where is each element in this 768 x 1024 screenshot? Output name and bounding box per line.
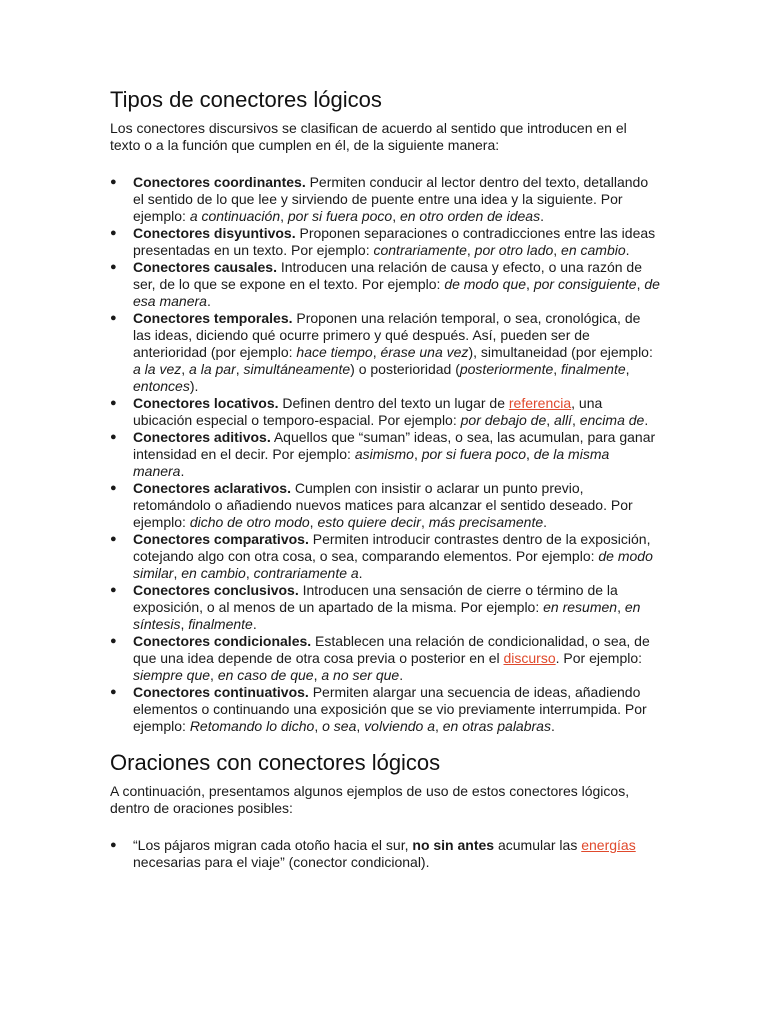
item-text: ,	[313, 667, 322, 683]
item-example: simultáneamente	[243, 361, 351, 377]
connector-types-list	[110, 174, 660, 735]
item-text: ,	[434, 718, 443, 734]
item-text: Aquellos que “suman” ideas, o sea, las acumulan, para ganar intensidad en el decir. Por ejemplo:	[133, 429, 656, 462]
item-example: hace tiempo	[296, 344, 373, 360]
item-text: ,	[372, 344, 381, 360]
item-term: Conectores disyuntivos.	[133, 225, 296, 241]
item-example: en caso de que	[217, 667, 314, 683]
item-example: a continuación	[189, 208, 281, 224]
section-oraciones	[110, 749, 660, 871]
item-text: ,	[314, 718, 323, 734]
item-text: ,	[413, 446, 422, 462]
item-example: érase una vez	[380, 344, 469, 360]
item-example: por debajo de	[460, 412, 547, 428]
link-energias[interactable]: energías	[581, 837, 636, 853]
item-example: de modo que	[444, 276, 527, 292]
bullet-icon: ●	[110, 686, 117, 698]
item-term: Conectores aclarativos.	[133, 480, 291, 496]
item-example: por si fuera poco	[287, 208, 393, 224]
item-text: ), simultaneidad (por ejemplo:	[468, 344, 653, 360]
item-text: ).	[189, 378, 199, 394]
item-text: Definen dentro del texto un lugar de	[278, 395, 509, 411]
item-example: de esa manera	[133, 276, 660, 309]
list-item-conclusivos	[110, 582, 660, 633]
section-title-tipos: Tipos de conectores lógicos	[110, 87, 382, 112]
item-example: en cambio	[181, 565, 246, 581]
item-text: ,	[546, 412, 555, 428]
item-example: por consiguiente	[533, 276, 637, 292]
item-text: .	[180, 463, 185, 479]
item-text: ,	[526, 276, 534, 292]
item-example: de modo similar	[133, 548, 653, 581]
item-text: Introducen una sensación de cierre o término de la exposición, o al menos de un apartado de la misma. Por ejemplo:	[133, 582, 618, 615]
item-text: .	[550, 718, 555, 734]
item-text: ,	[181, 361, 190, 377]
item-text: .	[252, 616, 257, 632]
item-text: ,	[617, 599, 625, 615]
item-example: más precisamente	[428, 514, 544, 530]
item-text: ,	[466, 242, 475, 258]
item-text: ,	[420, 514, 429, 530]
list-item-causales	[110, 259, 660, 310]
item-text: ,	[280, 208, 288, 224]
item-term: Conectores coordinantes.	[133, 174, 306, 190]
item-text: Introducen una relación de causa y efecto, o una razón de ser, de lo que se expone en el texto. Por ejemplo:	[133, 259, 642, 292]
item-text: Proponen separaciones o contradicciones entre las ideas presentadas en un texto. Por ejemplo:	[133, 225, 656, 258]
item-term: Conectores condicionales.	[133, 633, 312, 649]
item-example: por si fuera poco	[421, 446, 527, 462]
list-item-coordinantes	[110, 174, 660, 225]
item-text: Establecen una relación de condicionalidad, o sea, de que una idea depende de otra cosa previa o posterior en el	[133, 633, 650, 666]
item-connector: no sin antes	[412, 837, 495, 853]
item-example: finalmente	[188, 616, 253, 632]
list-item-example	[110, 837, 660, 871]
item-term: Conectores continuativos.	[133, 684, 309, 700]
item-text: .	[644, 412, 649, 428]
item-text: Permiten conducir al lector dentro del texto, detallando el sentido de lo que lee y sirviendo de puente entre una idea y la siguiente. Por ejemplo:	[133, 174, 649, 224]
item-example: posteriormente	[459, 361, 554, 377]
item-text: ,	[625, 361, 630, 377]
item-text: ,	[526, 446, 534, 462]
item-text: ,	[356, 718, 365, 734]
item-example: contrariamente a	[253, 565, 359, 581]
link-referencia[interactable]: referencia	[508, 395, 572, 411]
item-text: ,	[180, 616, 189, 632]
item-example: dicho de otro modo	[189, 514, 310, 530]
item-text: .	[358, 565, 363, 581]
bullet-icon: ●	[110, 533, 117, 545]
item-example: Retomando lo dicho	[189, 718, 315, 734]
item-example: entonces	[133, 378, 190, 394]
section-title-oraciones: Oraciones con conectores lógicos	[110, 750, 441, 775]
item-example: asimismo	[354, 446, 414, 462]
item-example: esto quiere decir	[317, 514, 421, 530]
item-term: Conectores temporales.	[133, 310, 293, 326]
item-example: siempre que	[133, 667, 211, 683]
item-term: Conectores aditivos.	[133, 429, 271, 445]
item-example: por otro lado	[474, 242, 554, 258]
item-text: Permiten introducir contrastes dentro de la exposición, cotejando algo con otra cosa, o sea, comparando elementos. Por ejemplo:	[133, 531, 651, 564]
bullet-icon: ●	[110, 482, 117, 494]
item-text: Permiten alargar una secuencia de ideas, añadiendo elementos o continuando una exposición que se vio previamente interrumpida. Por ejemplo:	[133, 684, 647, 734]
item-example: encima de	[579, 412, 645, 428]
examples-list	[110, 837, 660, 871]
item-text: .	[206, 293, 211, 309]
list-item-aclarativos	[110, 480, 660, 531]
item-term: Conectores conclusivos.	[133, 582, 299, 598]
item-text: .	[543, 514, 548, 530]
item-text: ,	[636, 276, 645, 292]
list-item-comparativos	[110, 531, 660, 582]
item-example: en cambio	[561, 242, 626, 258]
bullet-icon: ●	[110, 261, 117, 273]
section-intro-tipos: Los conectores discursivos se clasifican de acuerdo al sentido que introducen en el texto o a la función que cumplen en él, de la siguiente manera:	[110, 120, 627, 153]
list-item-temporales	[110, 310, 660, 395]
bullet-icon: ●	[110, 397, 117, 409]
item-text: necesarias para el viaje” (conector condicional).	[133, 854, 430, 870]
item-text: acumular las	[494, 837, 582, 853]
item-example: en resumen	[543, 599, 618, 615]
item-text: ,	[553, 242, 562, 258]
item-text: Cumplen con insistir o aclarar un punto previo, retomándolo o añadiendo nuevos matices para alcanzar el sentido deseado. Por ejemplo:	[133, 480, 633, 530]
item-text: ,	[173, 565, 182, 581]
item-example: finalmente	[561, 361, 626, 377]
item-example: en otro orden de ideas	[399, 208, 541, 224]
item-text: .	[625, 242, 630, 258]
bullet-icon: ●	[110, 431, 117, 443]
item-example: a la vez	[133, 361, 182, 377]
list-item-locativos	[110, 395, 660, 429]
item-text: Proponen una relación temporal, o sea, cronológica, de las ideas, diciendo qué ocurre primero y qué después. Así, pueden ser de anterioridad (por ejemplo:	[133, 310, 641, 360]
item-term: Conectores causales.	[133, 259, 277, 275]
item-text: .	[399, 667, 404, 683]
item-example: allí	[554, 412, 572, 428]
item-text: “Los pájaros migran cada otoño hacia el sur,	[133, 837, 413, 853]
link-discurso[interactable]: discurso	[503, 650, 556, 666]
item-example: en otras palabras	[442, 718, 551, 734]
item-example: o sea	[322, 718, 357, 734]
bullet-icon: ●	[110, 839, 117, 851]
item-text: , una ubicación especial o temporo-espacial. Por ejemplo:	[133, 395, 603, 428]
bullet-icon: ●	[110, 635, 117, 647]
list-item-aditivos	[110, 429, 660, 480]
item-text: ,	[235, 361, 244, 377]
item-text: ,	[571, 412, 580, 428]
item-text: . Por ejemplo:	[555, 650, 643, 666]
item-text: ,	[309, 514, 318, 530]
item-text: ) o posterioridad (	[350, 361, 460, 377]
list-item-disyuntivos	[110, 225, 660, 259]
item-example: de la misma manera	[133, 446, 610, 479]
item-text: ,	[210, 667, 218, 683]
item-term: Conectores comparativos.	[133, 531, 309, 547]
item-text: ,	[245, 565, 254, 581]
item-example: en síntesis	[133, 599, 641, 632]
item-text: ,	[553, 361, 562, 377]
item-text: ,	[392, 208, 400, 224]
bullet-icon: ●	[110, 584, 117, 596]
bullet-icon: ●	[110, 176, 117, 188]
section-intro-oraciones: A continuación, presentamos algunos ejemplos de uso de estos conectores lógicos, dentro de oraciones posibles:	[110, 783, 630, 816]
item-example: a la par	[189, 361, 236, 377]
list-item-condicionales	[110, 633, 660, 684]
item-example: volviendo a	[364, 718, 435, 734]
list-item-continuativos	[110, 684, 660, 735]
item-text: .	[540, 208, 544, 224]
item-example: a no ser que	[321, 667, 400, 683]
bullet-icon: ●	[110, 312, 117, 324]
item-example: contrariamente	[373, 242, 467, 258]
item-term: Conectores locativos.	[133, 395, 279, 411]
bullet-icon: ●	[110, 227, 117, 239]
